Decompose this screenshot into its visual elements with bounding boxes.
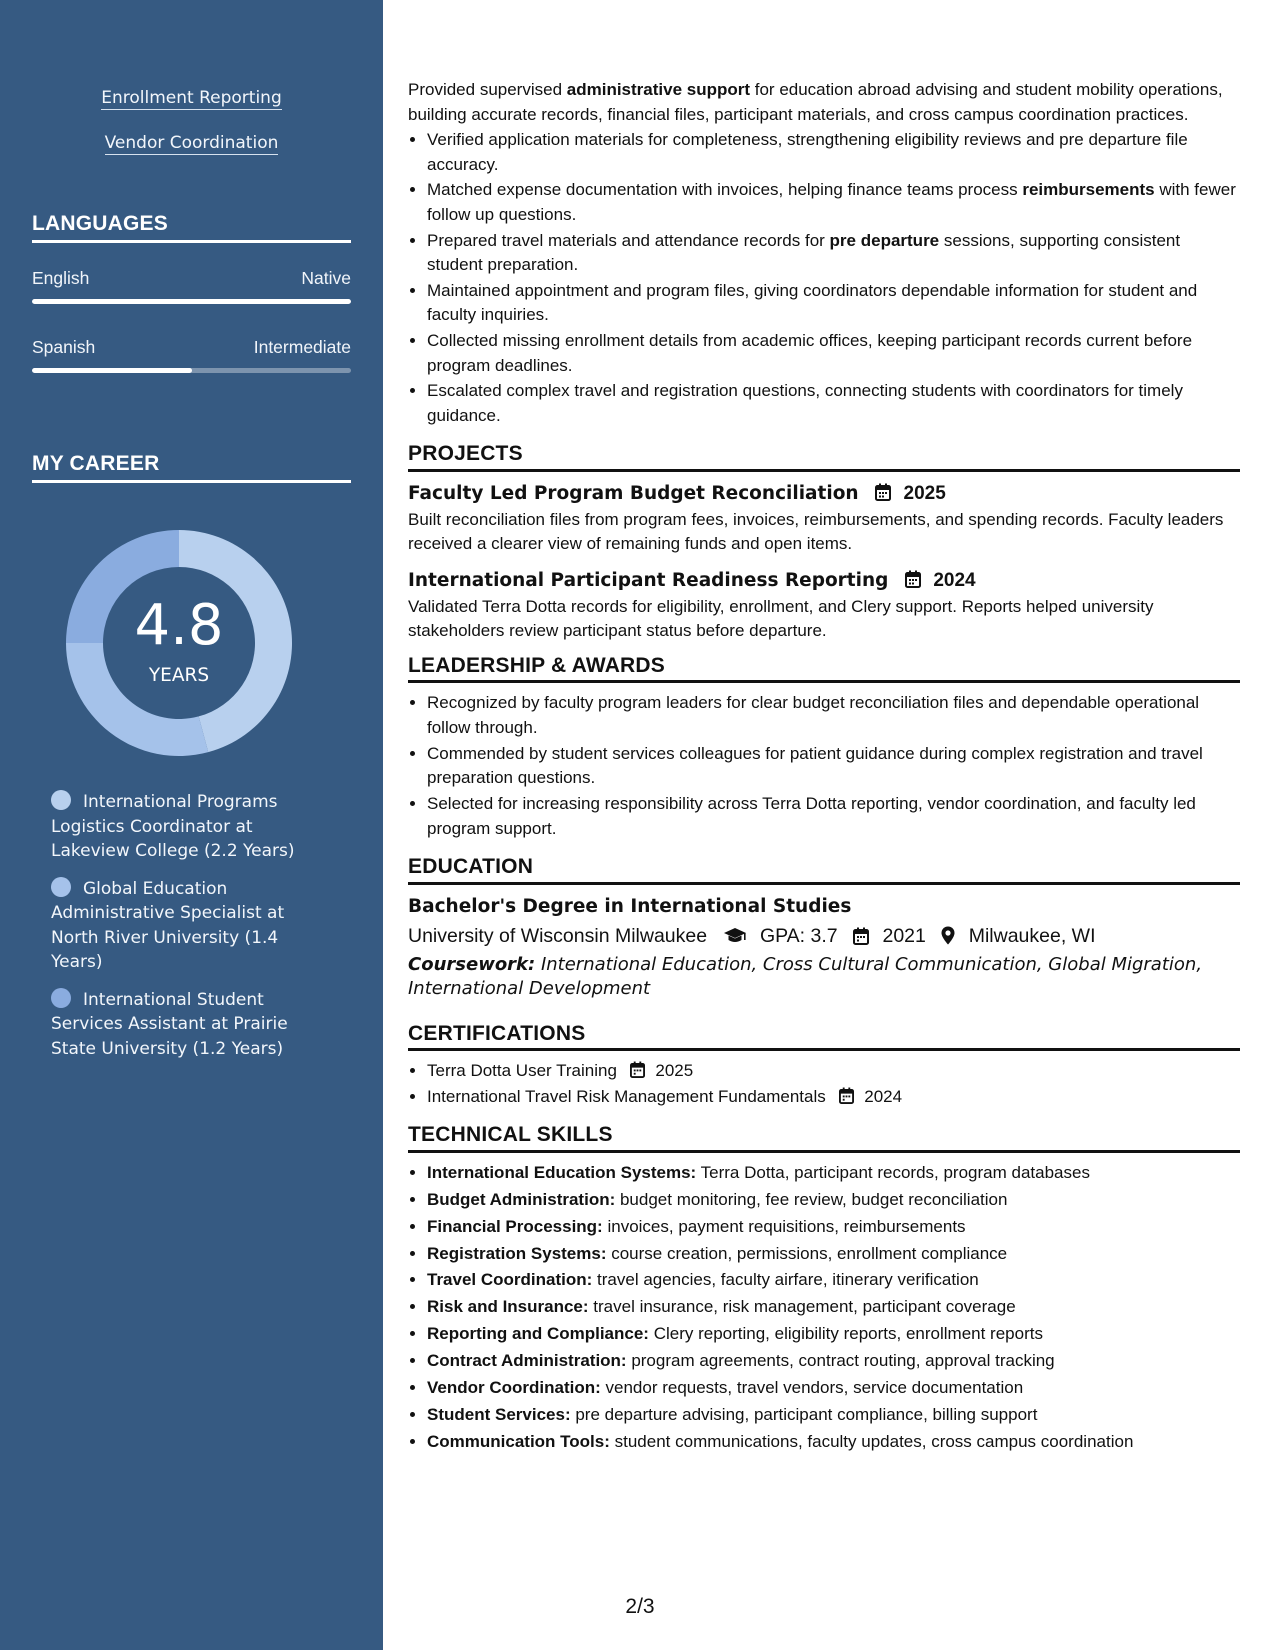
career-total-years: 4.8	[134, 593, 224, 658]
experience-summary: Provided supervised administrative support for education abroad advising and student mobility operations, building accurate records, financial files, participant materials, and cross campus coordination practices.	[408, 80, 1223, 124]
leadership-list	[408, 691, 1240, 841]
main-column	[408, 78, 1240, 1457]
technical-skill-item: • Travel Coordination: travel agencies, faculty airfare, itinerary verification	[427, 1268, 1240, 1293]
education-degree: Bachelor's Degree in International Studies	[408, 895, 852, 917]
sidebar	[0, 0, 383, 1650]
leadership-item: • Commended by student services colleagues for patient guidance during complex registration and travel preparation questions.	[427, 742, 1240, 791]
technical-skill-item: • Registration Systems: course creation, permissions, enrollment compliance	[427, 1242, 1240, 1267]
languages-heading: LANGUAGES	[32, 212, 351, 243]
calendar-icon	[905, 570, 921, 588]
technical-skill-item: • Financial Processing: invoices, payment requisitions, reimbursements	[427, 1215, 1240, 1240]
language-name: English	[32, 268, 90, 288]
career-item	[51, 790, 311, 864]
technical-skill-item: • Communication Tools: student communications, faculty updates, cross campus coordination	[427, 1430, 1240, 1455]
project-year: 2025	[903, 482, 946, 504]
certification-name: Terra Dotta User Training	[427, 1061, 617, 1081]
career-heading: MY CAREER	[32, 452, 351, 483]
certifications-list	[408, 1059, 1240, 1109]
career-total-unit: YEARS	[148, 665, 210, 686]
technical-skill-item: • Budget Administration: budget monitoring, fee review, budget reconciliation	[427, 1188, 1240, 1213]
education-coursework: Coursework: International Education, Cross Cultural Communication, Global Migration, International Development	[408, 953, 1203, 1000]
calendar-icon	[875, 483, 891, 501]
language-level: Native	[301, 268, 351, 288]
education-school: University of Wisconsin Milwaukee	[408, 924, 708, 947]
project-title	[408, 480, 1240, 508]
leadership-heading: LEADERSHIP & AWARDS	[408, 654, 1240, 684]
education-year: 2021	[882, 924, 926, 947]
certification-name: International Travel Risk Management Fundamentals	[427, 1086, 826, 1106]
career-item-text: Global Education Administrative Specialist at North River University (1.4 Years)	[51, 878, 285, 972]
career-item-text: International Student Services Assistant at Prairie State University (1.2 Years)	[51, 989, 288, 1059]
project-name: International Participant Readiness Reporting	[408, 569, 889, 591]
technical-skill-item: • Reporting and Compliance: Clery reporting, eligibility reports, enrollment reports	[427, 1322, 1240, 1347]
career-item	[51, 877, 311, 975]
map-pin-icon	[941, 926, 955, 945]
project-year: 2024	[933, 569, 976, 591]
legend-dot-icon	[51, 988, 71, 1008]
legend-dot-icon	[51, 877, 71, 897]
career-item-text: International Programs Logistics Coordinator at Lakeview College (2.2 Years)	[51, 792, 295, 861]
project-title	[408, 567, 1240, 595]
language-proficiency-fill	[32, 299, 351, 304]
project-name: Faculty Led Program Budget Reconciliation	[408, 482, 859, 504]
technical-skills-heading: TECHNICAL SKILLS	[408, 1123, 1240, 1153]
skill-tag	[0, 133, 383, 153]
project-description: Validated Terra Dotta records for eligibility, enrollment, and Clery support. Reports helped university stakeholders review participant status before departure.	[408, 596, 1154, 641]
certification-item	[427, 1085, 1240, 1110]
certifications-heading: CERTIFICATIONS	[408, 1022, 1240, 1052]
skill-tag-label: Vendor Coordination	[104, 133, 279, 153]
career-list	[51, 790, 311, 1074]
technical-skill-item: • Student Services: pre departure advising, participant compliance, billing support	[427, 1403, 1240, 1428]
calendar-icon	[630, 1061, 645, 1078]
education-location: Milwaukee, WI	[968, 924, 1096, 947]
education-gpa: GPA: 3.7	[759, 924, 838, 947]
technical-skill-item: • International Education Systems: Terra Dotta, participant records, program databases	[427, 1161, 1240, 1186]
education-heading: EDUCATION	[408, 855, 1240, 885]
graduation-cap-icon	[723, 927, 747, 945]
experience-bullet: • Matched expense documentation with invoices, helping finance teams process reimbursements with fewer follow up questions.	[427, 178, 1240, 227]
certification-item	[427, 1059, 1240, 1084]
technical-skills-list	[408, 1161, 1240, 1454]
career-item	[51, 988, 311, 1062]
leadership-item: • Selected for increasing responsibility across Terra Dotta reporting, vendor coordination, and faculty led program support.	[427, 792, 1240, 841]
calendar-icon	[853, 927, 869, 945]
experience-bullet: • Collected missing enrollment details from academic offices, keeping participant records current before program deadlines.	[427, 329, 1240, 378]
legend-dot-icon	[51, 790, 71, 810]
language-row	[32, 268, 351, 289]
projects-heading: PROJECTS	[408, 442, 1240, 472]
language-proficiency-bar	[32, 368, 351, 373]
language-proficiency-fill	[32, 368, 192, 373]
technical-skill-item: • Vendor Coordination: vendor requests, travel vendors, service documentation	[427, 1376, 1240, 1401]
experience-bullet: • Escalated complex travel and registration questions, connecting students with coordinators for timely guidance.	[427, 379, 1240, 428]
project-description: Built reconciliation files from program fees, invoices, reimbursements, and spending records. Faculty leaders received a clearer view of remaining funds and open items.	[408, 509, 1224, 554]
page-number: 2/3	[625, 1595, 655, 1618]
career-donut-segment	[66, 643, 208, 756]
skill-tag-label: Enrollment Reporting	[101, 88, 282, 108]
education-details	[408, 921, 1240, 951]
experience-bullets	[408, 128, 1240, 428]
technical-skill-item: • Contract Administration: program agreements, contract routing, approval tracking	[427, 1349, 1240, 1374]
experience-bullet: • Verified application materials for completeness, strengthening eligibility reviews and pre departure file accuracy.	[427, 128, 1240, 177]
experience-bullet: • Maintained appointment and program files, giving coordinators dependable information for student and faculty inquiries.	[427, 279, 1240, 328]
language-row	[32, 337, 351, 358]
calendar-icon	[839, 1087, 854, 1104]
language-proficiency-bar	[32, 299, 351, 304]
language-level: Intermediate	[253, 337, 351, 357]
language-name: Spanish	[32, 337, 96, 357]
leadership-item: • Recognized by faculty program leaders for clear budget reconciliation files and dependable operational follow through.	[427, 691, 1240, 740]
experience-bullet: • Prepared travel materials and attendance records for pre departure sessions, supporting consistent student preparation.	[427, 229, 1240, 278]
certification-year: 2025	[655, 1061, 694, 1081]
technical-skill-item: • Risk and Insurance: travel insurance, risk management, participant coverage	[427, 1295, 1240, 1320]
skill-tag	[0, 88, 383, 108]
certification-year: 2024	[864, 1086, 903, 1106]
